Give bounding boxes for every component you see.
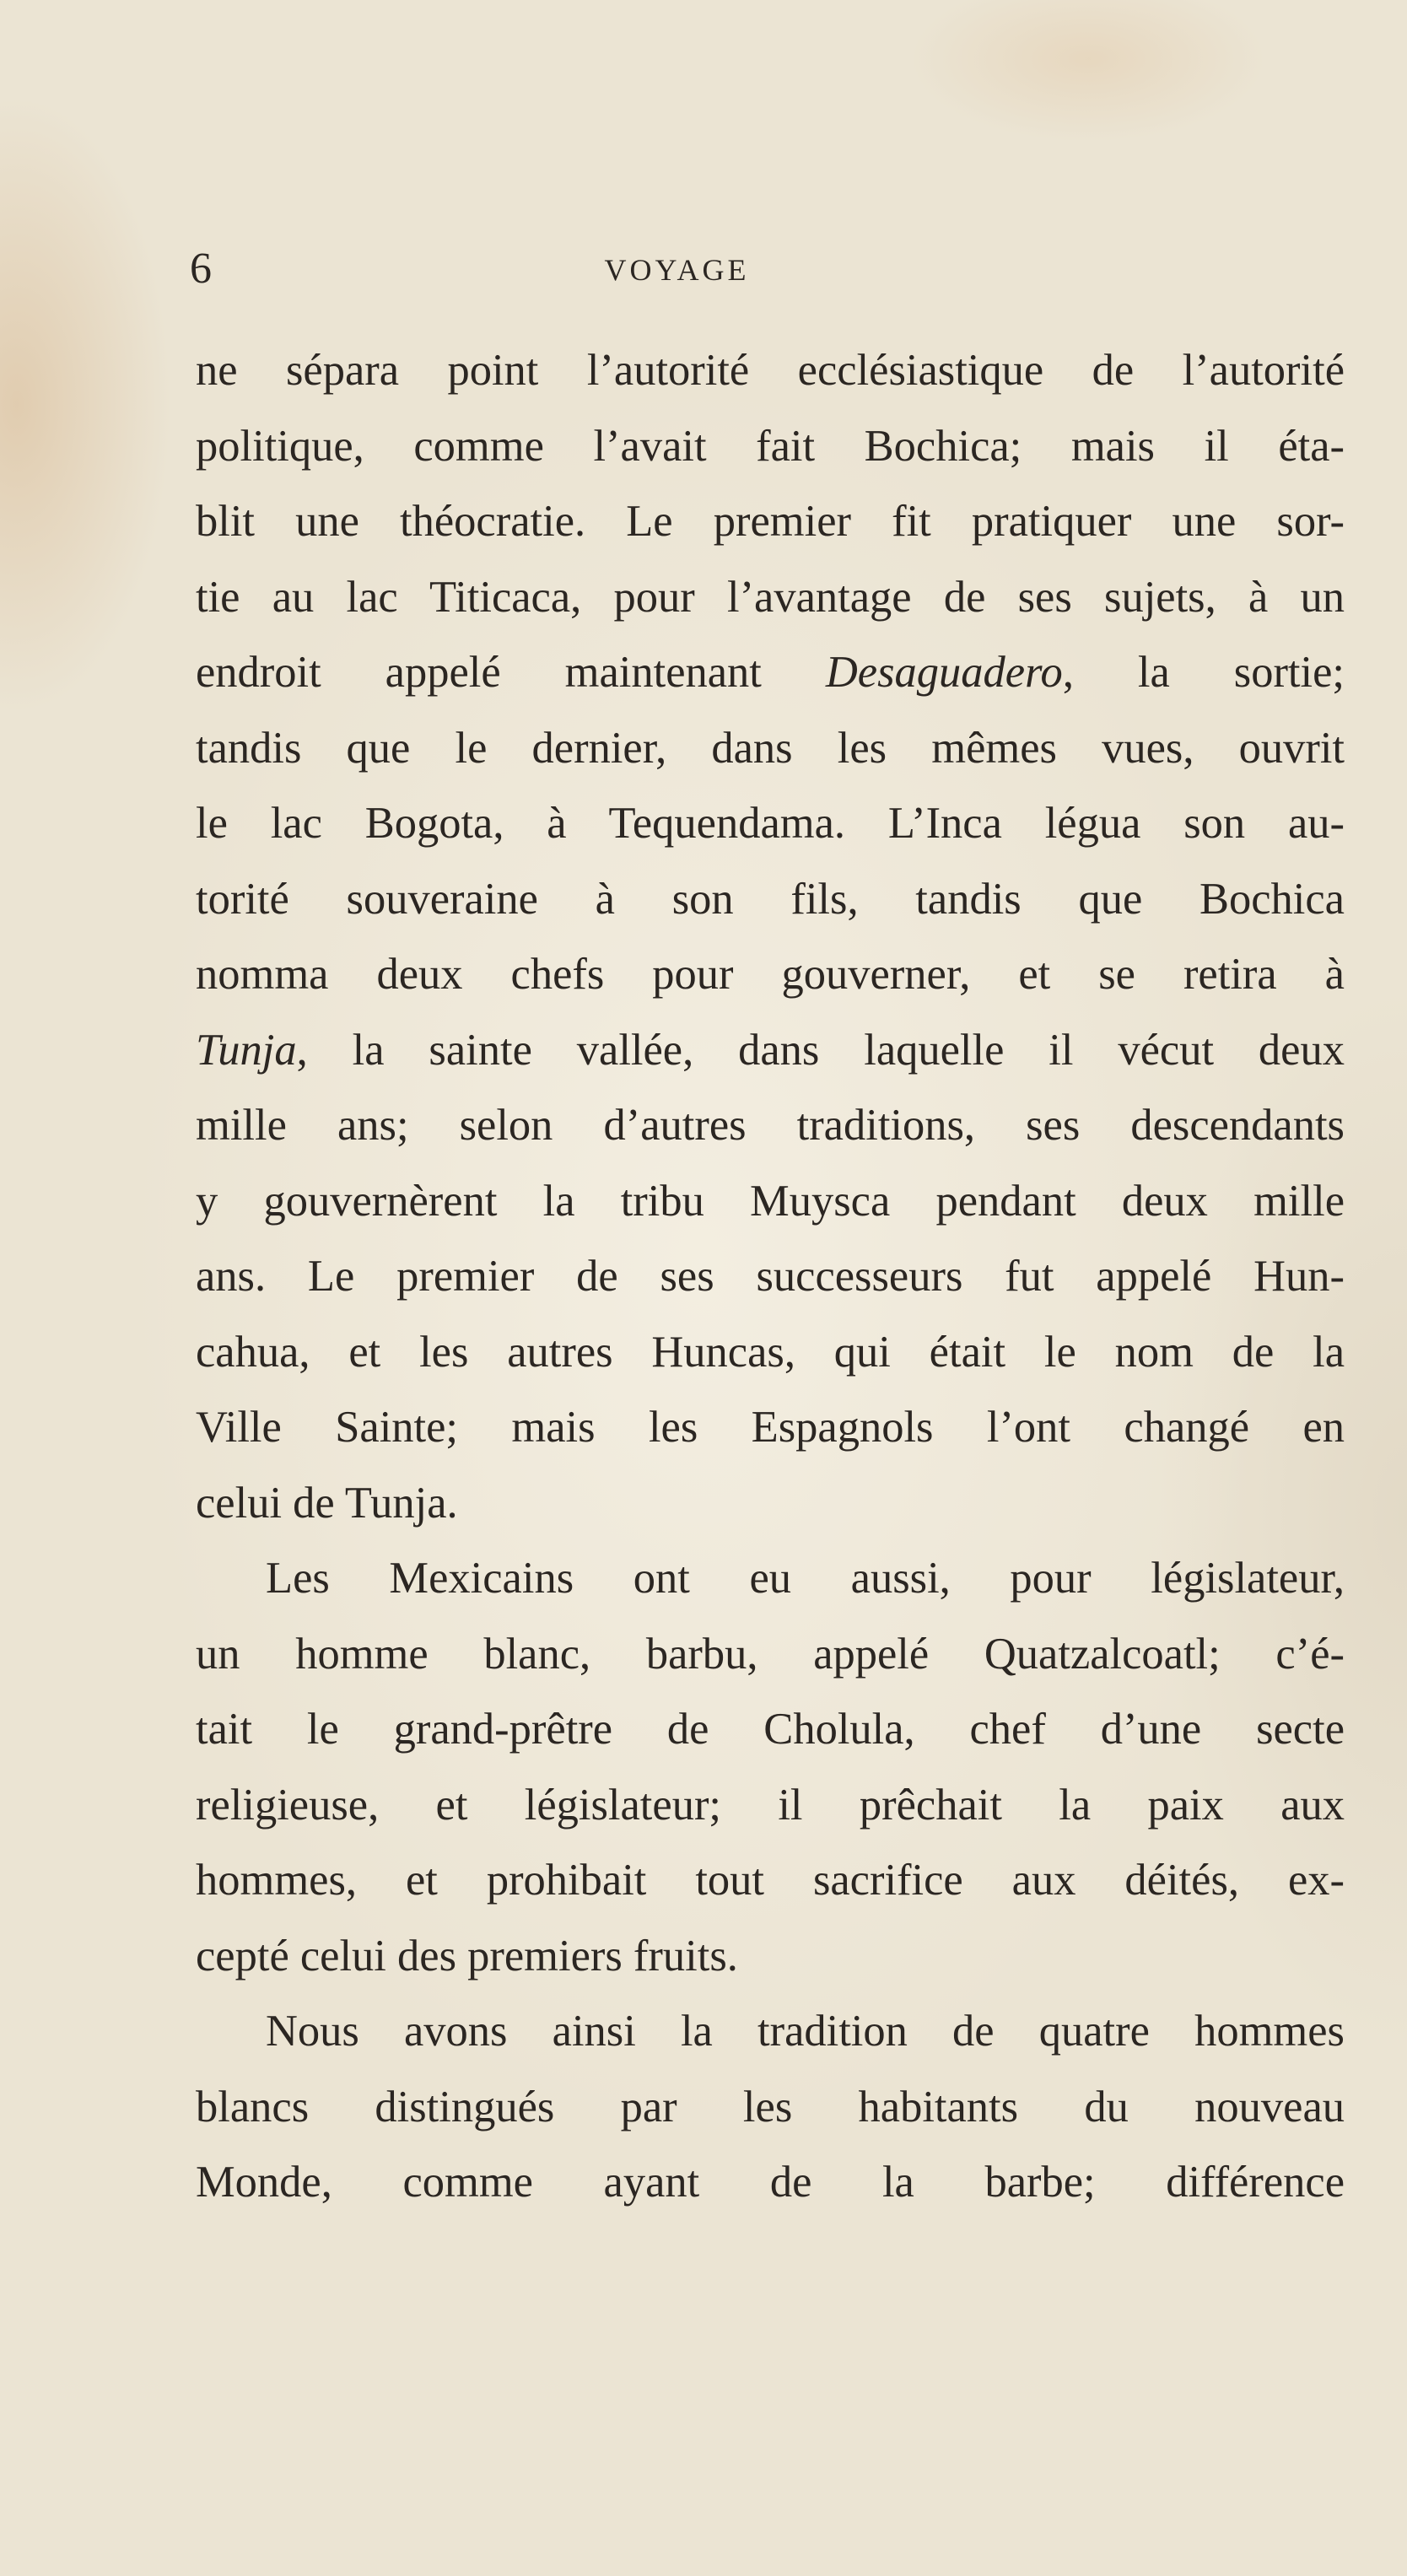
text-line: torité souveraine à son fils, tandis que Bochica (196, 874, 1345, 924)
text-line: Les Mexicains ont eu aussi, pour législateur, (266, 1554, 1345, 1603)
text-line: celui de Tunja. (196, 1478, 458, 1528)
text-line: un homme blanc, barbu, appelé Quatzalcoatl; c’é- (196, 1629, 1345, 1679)
text-line: Nous avons ainsi la tradition de quatre hommes (266, 2007, 1345, 2056)
text-line: y gouvernèrent la tribu Muysca pendant deux mille (196, 1176, 1345, 1226)
text-line: blancs distingués par les habitants du nouveau (196, 2082, 1345, 2131)
text-line: nomma deux chefs pour gouverner, et se retira à (196, 950, 1345, 999)
text-line: tie au lac Titicaca, pour l’avantage de ses sujets, à un (196, 572, 1345, 622)
text-line (196, 635, 1345, 711)
text-line: le lac Bogota, à Tequendama. L’Inca légua son au- (196, 799, 1345, 848)
text-line: tait le grand-prêtre de Cholula, chef d’une secte (196, 1705, 1345, 1754)
text-line: Ville Sainte; mais les Espagnols l’ont changé en (196, 1403, 1345, 1452)
text-fragment: , la sainte vallée, dans laquelle il vécut deux (296, 1025, 1345, 1075)
text-line: blit une théocratie. Le premier fit pratiquer une sor- (196, 497, 1345, 546)
text-line: mille ans; selon d’autres traditions, ses descendants (196, 1101, 1345, 1150)
text-fragment: , la sortie; (1062, 648, 1345, 697)
text-line: ans. Le premier de ses successeurs fut appelé Hun- (196, 1252, 1345, 1301)
body-text (196, 333, 1345, 2221)
page-number: 6 (190, 245, 212, 293)
text-line (196, 1013, 1345, 1089)
text-line: cahua, et les autres Huncas, qui était le nom de la (196, 1327, 1345, 1377)
italic-place-name: Desaguadero (825, 648, 1063, 697)
text-line: ne sépara point l’autorité ecclésiastique de l’autorité (196, 346, 1345, 395)
text-line: religieuse, et législateur; il prêchait la paix aux (196, 1780, 1345, 1830)
text-line: politique, comme l’avait fait Bochica; mais il éta- (196, 421, 1345, 471)
text-line: hommes, et prohibait tout sacrifice aux déités, ex- (196, 1856, 1345, 1905)
text-line: tandis que le dernier, dans les mêmes vues, ouvrit (196, 723, 1345, 773)
page-header (190, 238, 1354, 300)
running-head: VOYAGE (604, 253, 750, 287)
text-line: cepté celui des premiers fruits. (196, 1931, 738, 1981)
text-fragment: endroit appelé maintenant (196, 648, 826, 697)
text-line: Monde, comme ayant de la barbe; différence (196, 2158, 1345, 2207)
italic-place-name: Tunja (196, 1025, 297, 1075)
